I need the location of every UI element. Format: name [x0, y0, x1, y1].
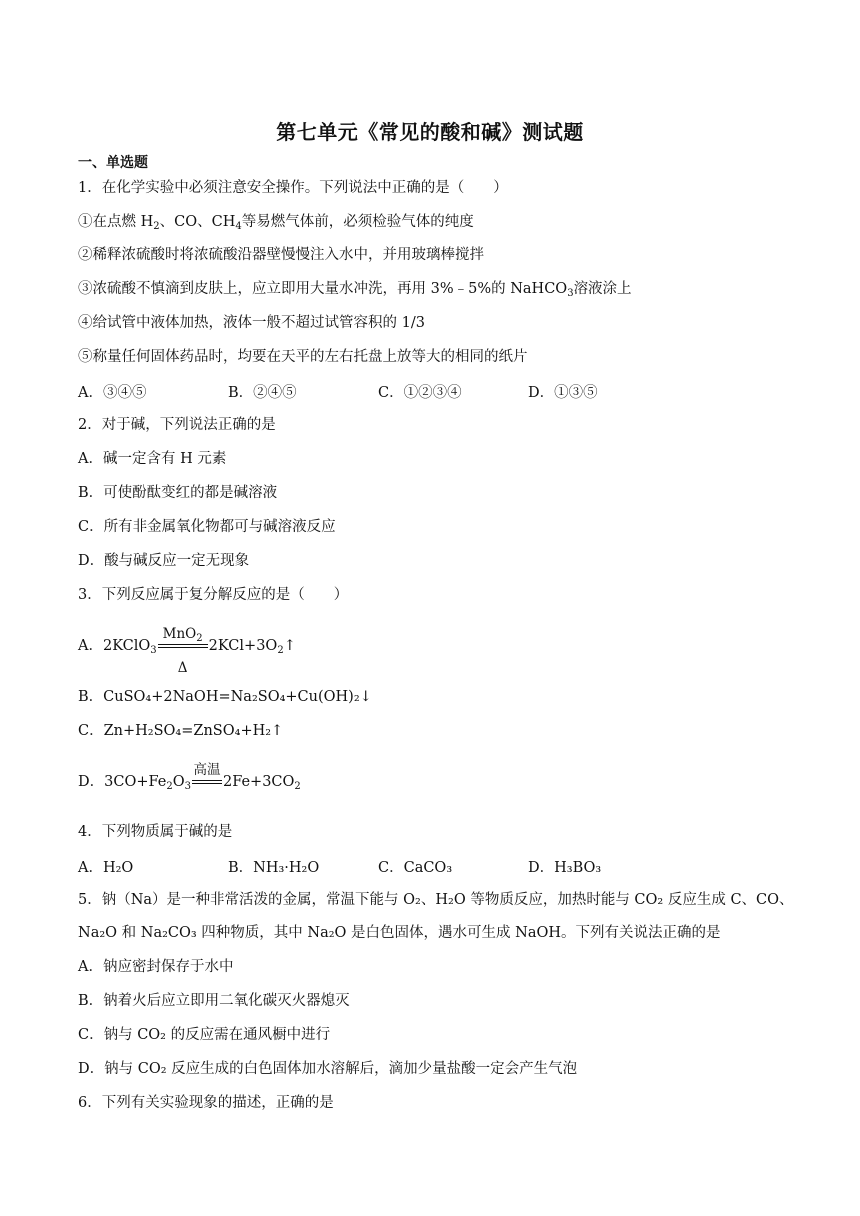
question-1-statement-3: ③浓硫酸不慎滴到皮肤上，应立即用大量水冲洗，再用 3%﹣5%的 NaHCO$_3$溶液涂上	[78, 281, 632, 299]
question-4-option-b[interactable]: B．NH₃·H₂O	[228, 860, 320, 876]
reaction-condition-arrow: MnO$_2$ Δ	[158, 644, 208, 648]
question-4-option-a[interactable]: A．H₂O	[78, 860, 134, 876]
question-2-option-c[interactable]: C．所有非金属氧化物都可与碱溶液反应	[78, 519, 336, 535]
question-1-option-c[interactable]: C．①②③④	[378, 385, 462, 401]
question-3-option-d[interactable]: D．$3CO+Fe_2O_3$ 高温 $2Fe+3CO_2$	[78, 762, 301, 792]
question-5-option-c[interactable]: C．钠与 CO₂ 的反应需在通风橱中进行	[78, 1027, 331, 1043]
question-1-stem: 1．在化学实验中必须注意安全操作。下列说法中正确的是（ ）	[78, 180, 508, 196]
question-3-option-c[interactable]: C．Zn+H₂SO₄=ZnSO₄+H₂↑	[78, 723, 284, 739]
question-3-stem: 3．下列反应属于复分解反应的是（ ）	[78, 587, 349, 603]
question-4-stem: 4．下列物质属于碱的是	[78, 824, 233, 840]
page-title: 第七单元《常见的酸和碱》测试题	[276, 120, 584, 144]
question-2-option-a[interactable]: A．碱一定含有 H 元素	[78, 451, 227, 467]
question-1-statement-1: ①在点燃 $H_2$、CO、$CH_4$等易燃气体前，必须检验气体的纯度	[78, 214, 474, 232]
question-1-option-a[interactable]: A．③④⑤	[78, 385, 147, 401]
section-heading: 一、单选题	[78, 155, 148, 171]
question-4-option-d[interactable]: D．H₃BO₃	[528, 860, 602, 876]
question-1-statement-4: ④给试管中液体加热，液体一般不超过试管容积的 1/3	[78, 315, 425, 331]
question-5-stem-line-2: Na₂O 和 Na₂CO₃ 四种物质，其中 Na₂O 是白色固体，遇水可生成 NaOH。下列有关说法正确的是	[78, 925, 721, 941]
question-1-option-d[interactable]: D．①③⑤	[528, 385, 598, 401]
question-1-option-b[interactable]: B．②④⑤	[228, 385, 297, 401]
question-5-option-a[interactable]: A．钠应密封保存于水中	[78, 959, 234, 975]
question-5-option-d[interactable]: D．钠与 CO₂ 反应生成的白色固体加水溶解后，滴加少量盐酸一定会产生气泡	[78, 1061, 578, 1077]
question-1-options	[78, 381, 798, 401]
question-4-option-c[interactable]: C．CaCO₃	[378, 860, 453, 876]
question-4-options	[78, 856, 798, 876]
question-3-option-b[interactable]: B．CuSO₄+2NaOH=Na₂SO₄+Cu(OH)₂↓	[78, 689, 372, 705]
question-5-stem-line-1: 5．钠（Na）是一种非常活泼的金属，常温下能与 O₂、H₂O 等物质反应，加热时能与 CO₂ 反应生成 C、CO、	[78, 892, 794, 908]
question-2-option-d[interactable]: D．酸与碱反应一定无现象	[78, 553, 250, 569]
question-2-stem: 2．对于碱，下列说法正确的是	[78, 417, 276, 433]
question-1-statement-5: ⑤称量任何固体药品时，均要在天平的左右托盘上放等大的相同的纸片	[78, 349, 528, 365]
question-5-option-b[interactable]: B．钠着火后应立即用二氧化碳灭火器熄灭	[78, 993, 350, 1009]
question-6-stem: 6．下列有关实验现象的描述，正确的是	[78, 1095, 334, 1111]
reaction-condition-arrow: 高温	[192, 780, 222, 784]
question-2-option-b[interactable]: B．可使酚酞变红的都是碱溶液	[78, 485, 278, 501]
question-1-statement-2: ②稀释浓硫酸时将浓硫酸沿器壁慢慢注入水中，并用玻璃棒搅拌	[78, 247, 484, 263]
question-3-option-a[interactable]: A．2KClO$_3$ MnO$_2$ Δ $2KCl+3O_2↑$	[78, 626, 296, 676]
